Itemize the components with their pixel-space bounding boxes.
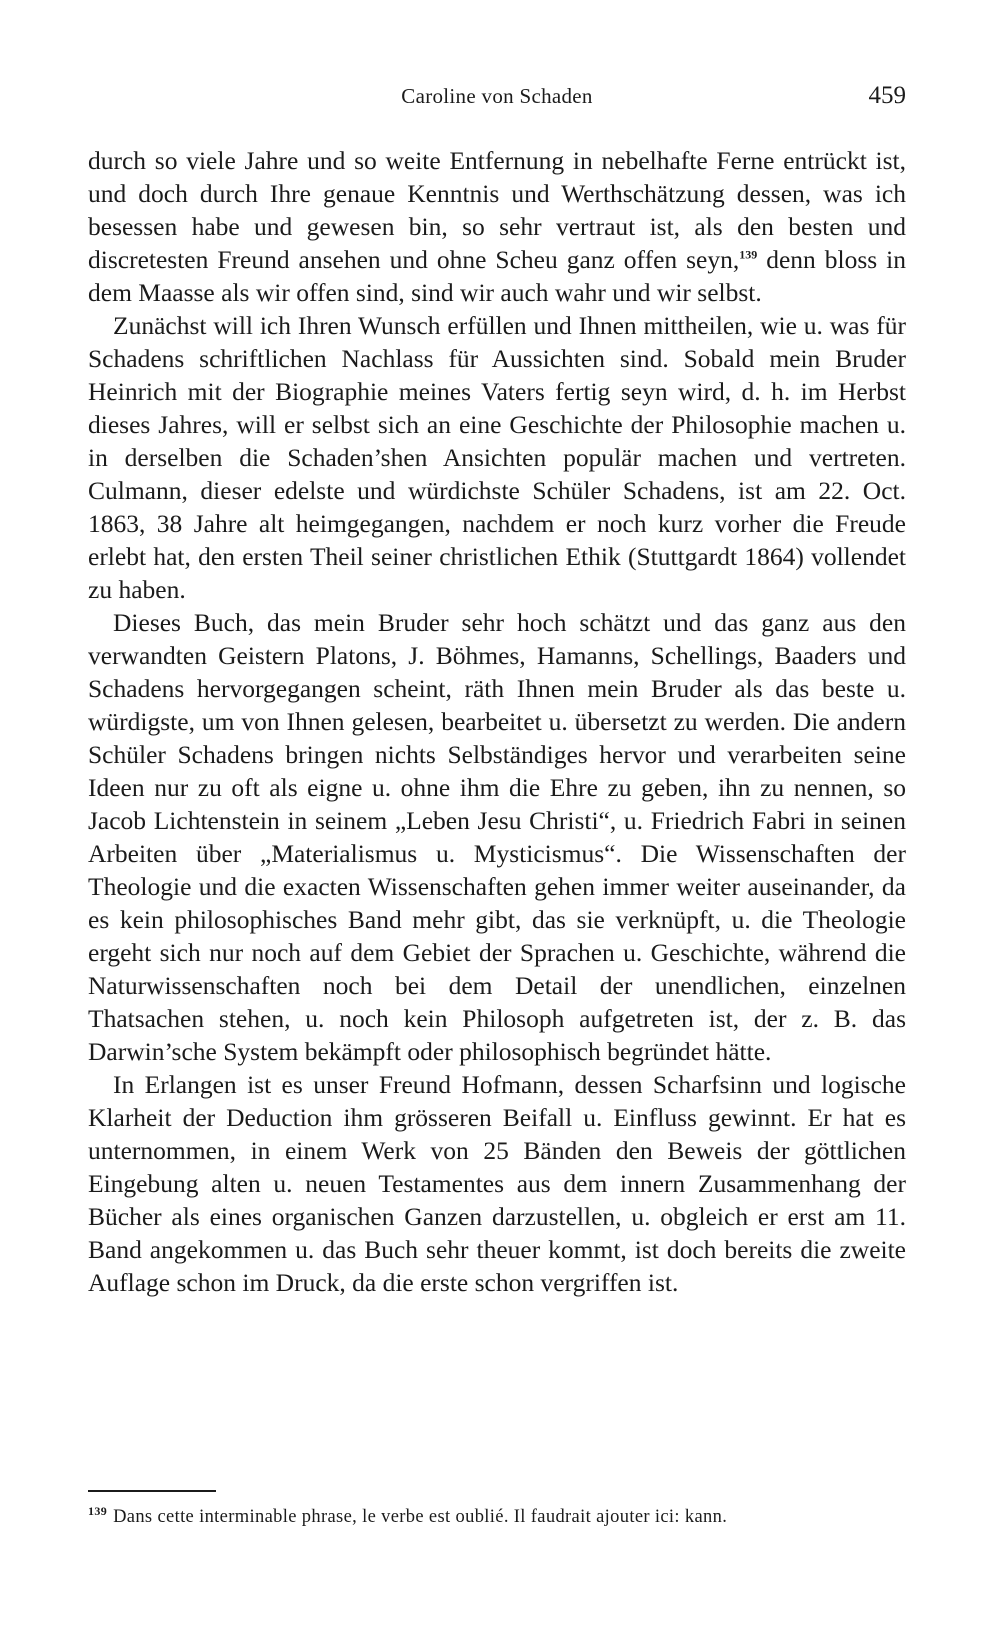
paragraph-1-text: durch so viele Jahre und so weite Entfernung in nebelhafte Ferne entrückt ist, und doch durch Ihre genaue Kenntnis und Werthschätzung dessen, was ich besessen habe und gewesen bin, so sehr vertraut ist, als den besten und discretesten Freund ansehen und ohne Scheu ganz offen seyn, <box>88 146 906 274</box>
running-head <box>88 84 906 120</box>
paragraph-1-text-continued: denn bloss in dem Maasse als wir offen sind, sind wir auch wahr und wir selbst. <box>88 245 906 307</box>
footnote-reference[interactable]: 139 <box>739 247 758 262</box>
footnote-text: Dans cette interminable phrase, le verbe est oublié. Il faudrait ajouter ici: kann. <box>113 1507 728 1527</box>
paragraph-3: Dieses Buch, das mein Bruder sehr hoch schätzt und das ganz aus den verwandten Geistern Platons, J. Böhmes, Hamanns, Schellings, Baaders und Schadens hervorgegangen scheint, räth Ihnen mein Bruder als das beste u. würdigste, um von Ihnen gelesen, bearbeitet u. übersetzt zu werden. Die andern Schüler Schadens bringen nichts Selbständiges hervor und verarbeiten seine Ideen nur zu oft als eigne u. ohne ihm die Ehre zu geben, ihn zu nennen, so Jacob Lichtenstein in seinem „Leben Jesu Christi“, u. Friedrich Fabri in seinen Arbeiten über „Materialismus u. Mysticismus“. Die Wissenschaften der Theologie und die exacten Wissenschaften gehen immer weiter auseinander, da es kein philosophisches Band mehr gibt, das sie verknüpft, u. die Theologie ergeht sich nur noch auf dem Gebiet der Sprachen u. Geschichte, während die Naturwissenschaften noch bei dem Detail der unendlichen, einzelnen Thatsachen stehen, u. noch kein Philosoph aufgetreten ist, der z. B. das Darwin’sche System bekämpft oder philosophisch begründet hätte. <box>88 608 906 1066</box>
paragraph-2: Zunächst will ich Ihren Wunsch erfüllen und Ihnen mittheilen, wie u. was für Schadens schriftlichen Nachlass für Aussichten sind. Sobald mein Bruder Heinrich mit der Biographie meines Vaters fertig seyn wird, d. h. im Herbst dieses Jahres, will er selbst sich an eine Geschichte der Philosophie machen u. in derselben die Schaden’shen Ansichten populär machen und vertreten. Culmann, dieser edelste und würdichste Schüler Schadens, ist am 22. Oct. 1863, 38 Jahre alt heimgegangen, nachdem er noch kurz vorher die Freude erlebt hat, den ersten Theil seiner christlichen Ethik (Stuttgardt 1864) vollendet zu haben. <box>88 311 906 604</box>
footnote-number: 139 <box>88 1503 108 1518</box>
paragraph-4: In Erlangen ist es unser Freund Hofmann, dessen Scharfsinn und logische Klarheit der Deduction ihm grösseren Beifall u. Einfluss gewinnt. Er hat es unternommen, in einem Werk von 25 Bänden den Beweis der göttlichen Eingebung alten u. neuen Testamentes aus dem innern Zusammenhang der Bücher als eines organischen Ganzen darzustellen, u. obgleich er erst am 11. Band angekommen u. das Buch sehr theuer kommt, ist doch bereits die zweite Auflage schon im Druck, da die erste schon vergriffen ist. <box>88 1070 906 1297</box>
paragraph-1 <box>88 144 906 309</box>
page-number: 459 <box>868 82 906 109</box>
footnote <box>88 1505 906 1529</box>
footnote-divider <box>88 1490 216 1492</box>
running-title: Caroline von Schaden <box>401 84 593 108</box>
body-text <box>88 144 906 1299</box>
